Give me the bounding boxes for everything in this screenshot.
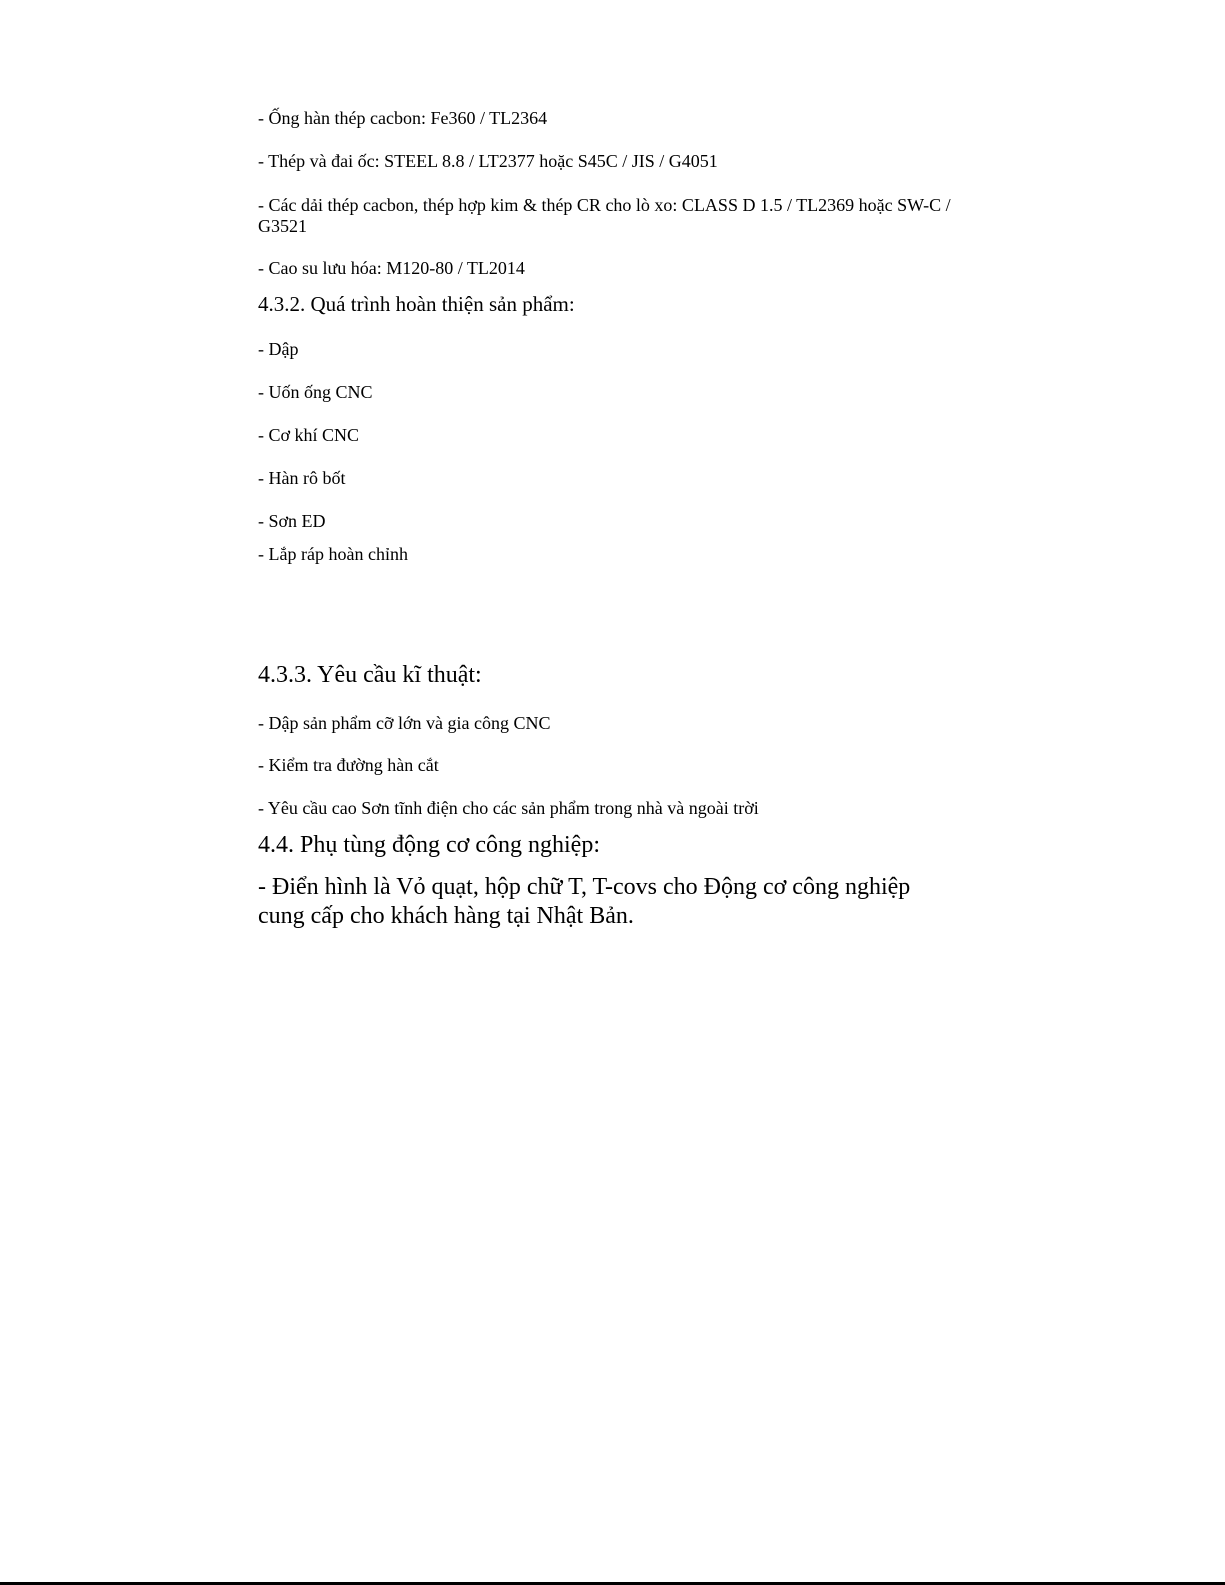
section-heading-industrial-motor-parts: 4.4. Phụ tùng động cơ công nghiệp: (258, 832, 600, 858)
list-item: - Uốn ống CNC (258, 382, 373, 402)
list-item: - Sơn ED (258, 511, 326, 531)
material-item-welded-pipe: - Ống hàn thép cacbon: Fe360 / TL2364 (258, 108, 548, 128)
section-heading-finishing-process: 4.3.2. Quá trình hoàn thiện sản phẩm: (258, 292, 575, 316)
material-item-steel-nuts: - Thép và đai ốc: STEEL 8.8 / LT2377 hoặc S45C / JIS / G4051 (258, 151, 718, 171)
list-item: - Lắp ráp hoàn chỉnh (258, 544, 408, 564)
list-item: - Dập (258, 339, 299, 359)
list-item: - Kiểm tra đường hàn cắt (258, 755, 439, 775)
section-heading-technical-requirements: 4.3.3. Yêu cầu kĩ thuật: (258, 662, 482, 688)
material-item-rubber: - Cao su lưu hóa: M120-80 / TL2014 (258, 258, 525, 278)
list-item: - Hàn rô bốt (258, 468, 346, 488)
section-paragraph-industrial-motor-parts: - Điển hình là Vỏ quạt, hộp chữ T, T-covs cho Động cơ công nghiệp cung cấp cho khách hàng tại Nhật Bản. (258, 874, 911, 929)
list-item: - Dập sản phẩm cỡ lớn và gia công CNC (258, 713, 551, 733)
list-item: - Cơ khí CNC (258, 425, 360, 445)
material-item-steel-strips: - Các dải thép cacbon, thép hợp kim & thép CR cho lò xo: CLASS D 1.5 / TL2369 hoặc SW-C / G3521 (258, 195, 951, 236)
list-item: - Yêu cầu cao Sơn tĩnh điện cho các sản phẩm trong nhà và ngoài trời (258, 798, 759, 818)
